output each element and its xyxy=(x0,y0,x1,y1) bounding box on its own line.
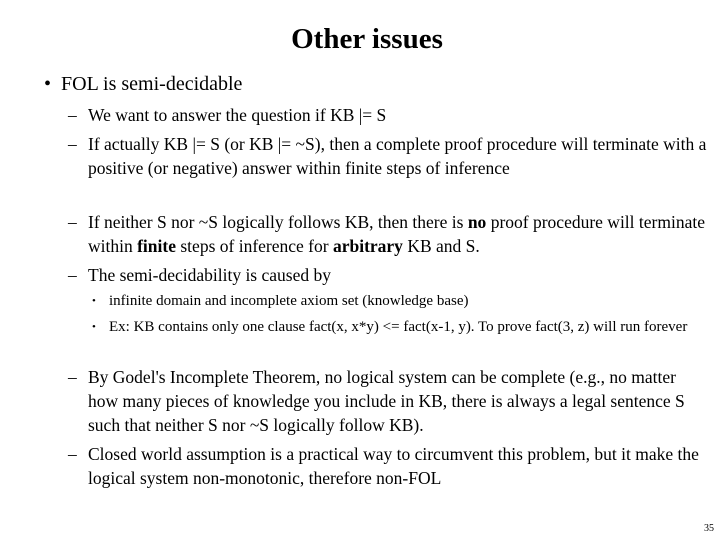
emphasis-no: no xyxy=(467,212,487,232)
page-number: 35 xyxy=(704,523,714,534)
dash-icon: – xyxy=(68,105,77,125)
bullet-icon: • xyxy=(92,321,96,333)
bullet-text: FOL is semi-decidable xyxy=(61,73,243,95)
sub-bullet-text: If actually KB |= S (or KB |= ~S), then a complete proof procedure will terminate with a positive (or negative) answer within finite steps of inference xyxy=(88,134,707,178)
emphasis-arbitrary: arbitrary xyxy=(332,236,403,256)
dash-icon: – xyxy=(68,367,77,387)
sub-bullet-text: The semi-decidability is caused by xyxy=(88,265,331,285)
dash-icon: – xyxy=(68,134,77,154)
slide-title: Other issues xyxy=(291,23,443,55)
sub-sub-bullet-text: Ex: KB contains only one clause fact(x, x*y) <= fact(x-1, y). To prove fact(3, z) will run forever xyxy=(109,319,688,335)
sub-sub-bullet-text: infinite domain and incomplete axiom set (knowledge base) xyxy=(109,293,469,309)
sub-bullet-text: We want to answer the question if KB |= S xyxy=(88,105,387,125)
dash-icon: – xyxy=(68,212,77,232)
sub-bullet-text: Closed world assumption is a practical way to circumvent this problem, but it make the logical system non-monotonic, therefore non-FOL xyxy=(88,444,699,488)
emphasis-finite: finite xyxy=(137,236,176,256)
dash-icon: – xyxy=(68,444,77,464)
sub-bullet-text: By Godel's Incomplete Theorem, no logical system can be complete (e.g., no matter how many pieces of knowledge you include in KB, there is always a legal sentence S such that neither S nor ~S logically follow KB). xyxy=(88,367,685,435)
dash-icon: – xyxy=(68,265,77,285)
sub-bullet-text: If neither S nor ~S logically follows KB, then there is no proof procedure will terminate within finite steps of inference for arbitrary KB and S. xyxy=(88,212,705,256)
bullet-icon: • xyxy=(92,295,96,307)
bullet-icon: • xyxy=(44,73,52,95)
